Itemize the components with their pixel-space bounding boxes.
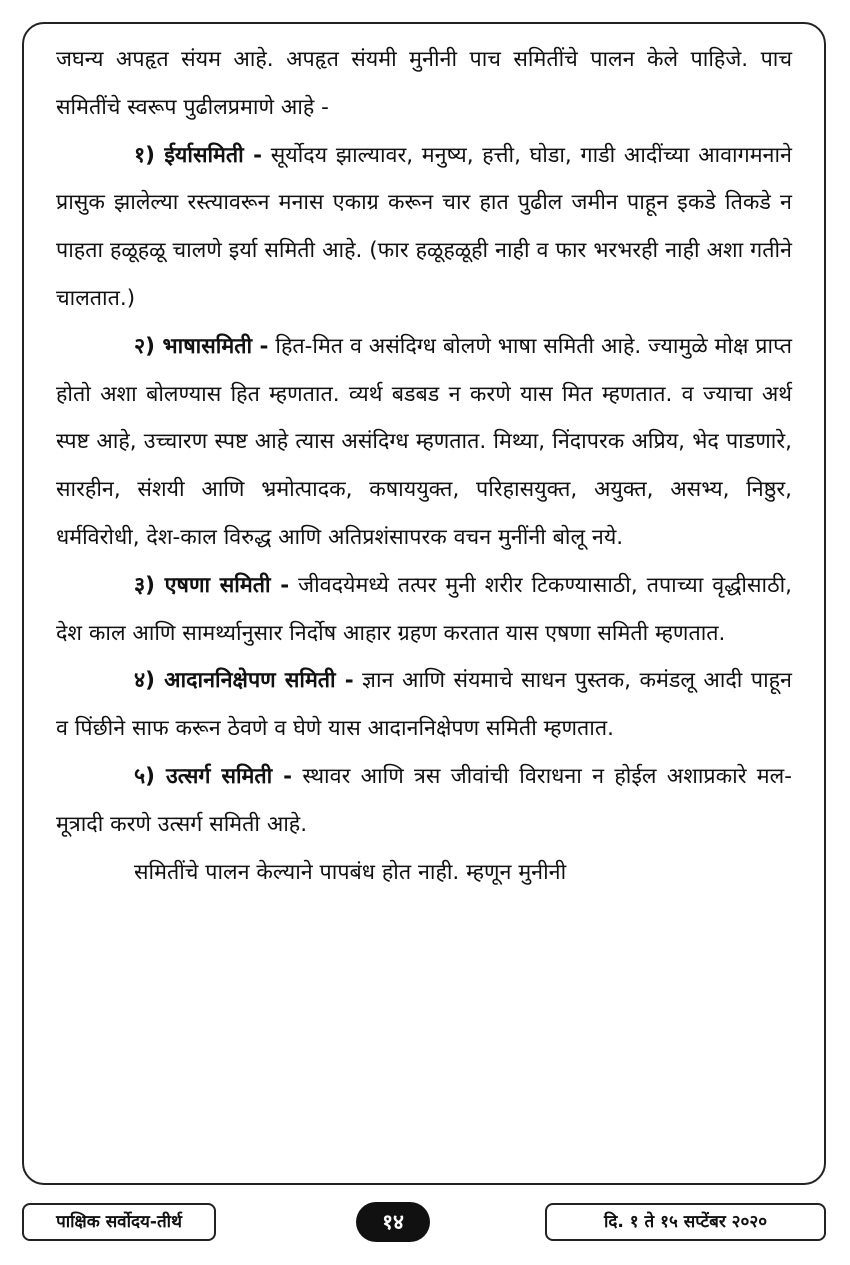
section-bhasha-samiti bbox=[56, 323, 792, 562]
section-heading: १) ईर्यासमिती - bbox=[134, 142, 262, 168]
section-heading: ४) आदाननिक्षेपण समिती - bbox=[134, 668, 354, 694]
section-heading: ५) उत्सर्ग समिती - bbox=[134, 763, 293, 789]
section-utsarg-samiti bbox=[56, 753, 792, 849]
section-eshana-samiti bbox=[56, 562, 792, 658]
paragraph-closing: समितींचे पालन केल्याने पापबंध होत नाही. म्हणून मुनीनी bbox=[134, 859, 567, 885]
section-text: जीवदयेमध्ये तत्पर मुनी शरीर टिकण्यासाठी, तपाच्या वृद्धीसाठी, देश काल आणि सामर्थ्यानुसार निर्दोष आहार ग्रहण करतात यास एषणा समिती म्हणतात. bbox=[56, 572, 792, 646]
paragraph-intro: जघन्य अपहृत संयम आहे. अपहृत संयमी मुनीनी पाच समितींचे पालन केले पाहिजे. पाच समितींचे स्वरूप पुढीलप्रमाणे आहे - bbox=[56, 47, 792, 120]
section-text: हित-मित व असंदिग्ध बोलणे भाषा समिती आहे. ज्यामुळे मोक्ष प्राप्त होतो अशा बोलण्यास हित म्हणतात. व्यर्थ बडबड न करणे यास मित म्हणतात. व ज्याचा अर्थ स्पष्ट आहे, उच्चारण स्पष्ट आहे त्यास असंदिग्ध म्हणतात. मिथ्या, निंदापरक अप्रिय, भेद पाडणारे, सारहीन, संशयी आणि भ्रमोत्पादक, कषाययुक्त, परिहासयुक्त, अयुक्त, असभ्य, निष्ठुर, धर्मविरोधी, देश-काल विरुद्ध आणि अतिप्रशंसापरक वचन मुनींनी बोलू नये. bbox=[56, 333, 792, 550]
section-text: सूर्योदय झाल्यावर, मनुष्य, हत्ती, घोडा, गाडी आदींच्या आवागमनाने प्रासुक झालेल्या रस्त्यावरून मनास एकाग्र करून चार हात पुढील जमीन पाहून इकडे तिकडे न पाहता हळूहळू चालणे इर्या समिती आहे. (फार हळूहळूही नाही व फार भरभरही नाही अशा गतीने चालतात.) bbox=[56, 142, 792, 311]
section-text: ज्ञान आणि संयमाचे साधन पुस्तक, कमंडलू आदी पाहून व पिंछीने साफ करून ठेवणे व घेणे यास आदाननिक्षेपण समिती म्हणतात. bbox=[56, 668, 792, 742]
issue-date-box: दि. १ ते १५ सप्टेंबर २०२० bbox=[545, 1203, 826, 1241]
section-irya-samiti bbox=[56, 132, 792, 323]
section-heading: २) भाषासमिती - bbox=[134, 333, 269, 359]
section-text: स्थावर आणि त्रस जीवांची विराधना न होईल अशाप्रकारे मल-मूत्रादी करणे उत्सर्ग समिती आहे. bbox=[56, 763, 792, 837]
page-number-badge: १४ bbox=[356, 1202, 430, 1242]
section-heading: ३) एषणा समिती - bbox=[134, 572, 290, 598]
section-adananikshepan-samiti bbox=[56, 657, 792, 753]
body-text bbox=[56, 36, 792, 896]
publication-name-box: पाक्षिक सर्वोदय-तीर्थ bbox=[22, 1203, 216, 1241]
